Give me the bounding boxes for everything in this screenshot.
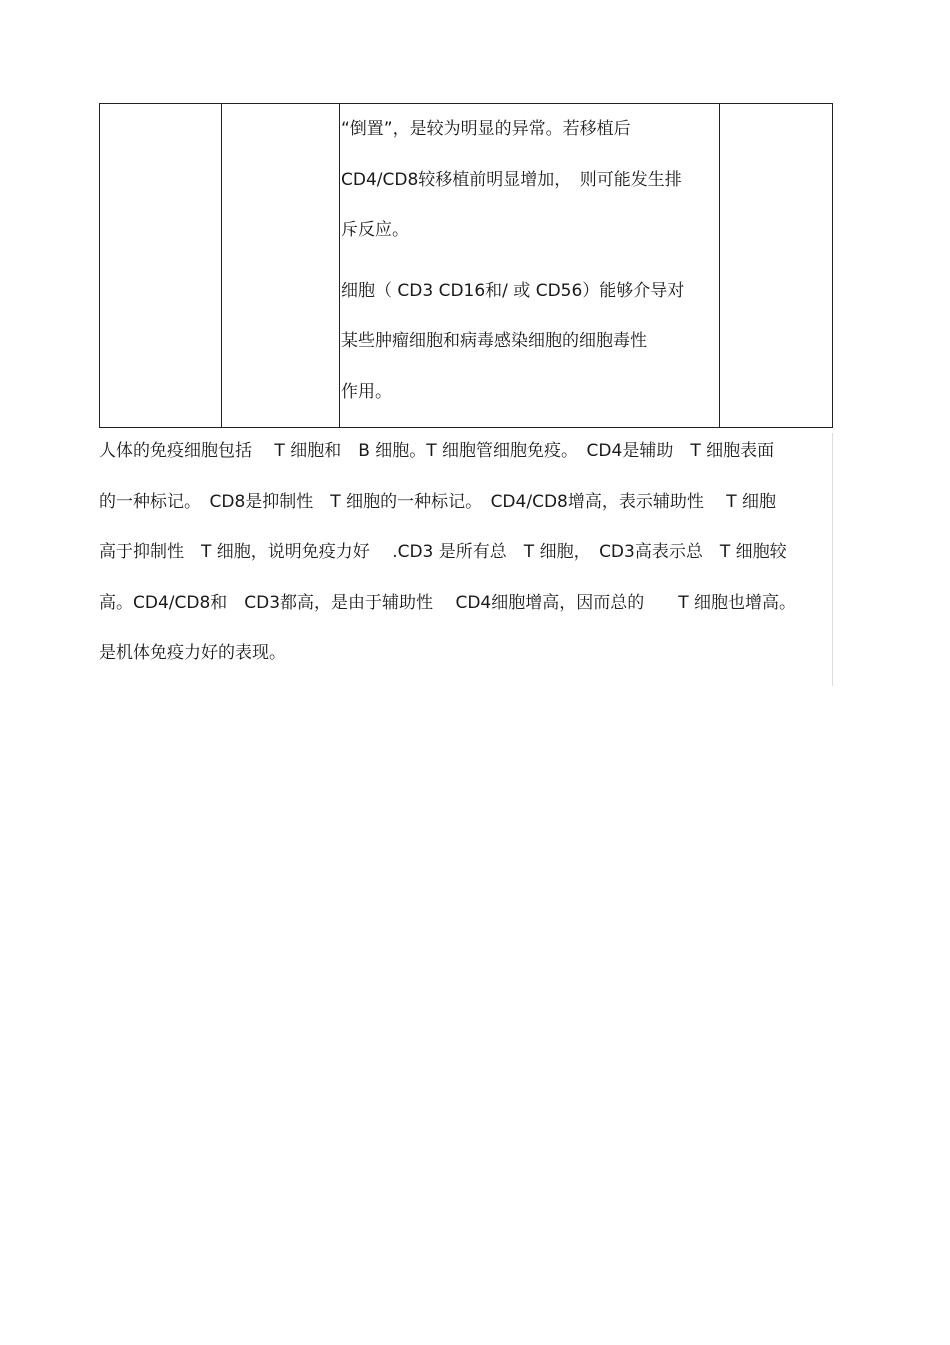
cell-text xyxy=(340,104,719,427)
table-cell-4 xyxy=(720,104,833,428)
cell-line: “倒置”，是较为明显的异常。若移植后 xyxy=(341,119,631,139)
content-table xyxy=(99,103,833,428)
cell-line: 作用。 xyxy=(341,381,392,402)
cell-line: 某些肿瘤细胞和病毒感染细胞的细胞毒性 xyxy=(341,331,647,351)
cell-line: CD4/CD8较移植前明显增加， 则可能发生排 xyxy=(341,169,682,190)
paragraph-line: 人体的免疫细胞包括 T 细胞和 B 细胞。T 细胞管细胞免疫。 CD4是辅助 T 细胞表面 xyxy=(99,433,833,484)
paragraph-line: 的一种标记。 CD8是抑制性 T 细胞的一种标记。 CD4/CD8增高，表示辅助性 T 细胞 xyxy=(99,484,833,535)
paragraph-line: 高。CD4/CD8和 CD3都高，是由于辅助性 CD4细胞增高，因而总的 T 细胞也增高。 xyxy=(99,585,833,636)
paragraph-line: 是机体免疫力好的表现。 xyxy=(99,635,833,686)
cell-line: 细胞（ CD3 CD16和/ 或 CD56）能够介导对 xyxy=(341,280,685,301)
table-cell-2 xyxy=(222,104,340,428)
table-cell-1 xyxy=(100,104,222,428)
table-cell-3 xyxy=(340,104,720,428)
table-row xyxy=(100,104,833,428)
body-paragraph xyxy=(99,433,833,686)
cell-line: 斥反应。 xyxy=(341,220,409,240)
paragraph-line: 高于抑制性 T 细胞，说明免疫力好 .CD3 是所有总 T 细胞， CD3高表示总 T 细胞较 xyxy=(99,534,833,585)
